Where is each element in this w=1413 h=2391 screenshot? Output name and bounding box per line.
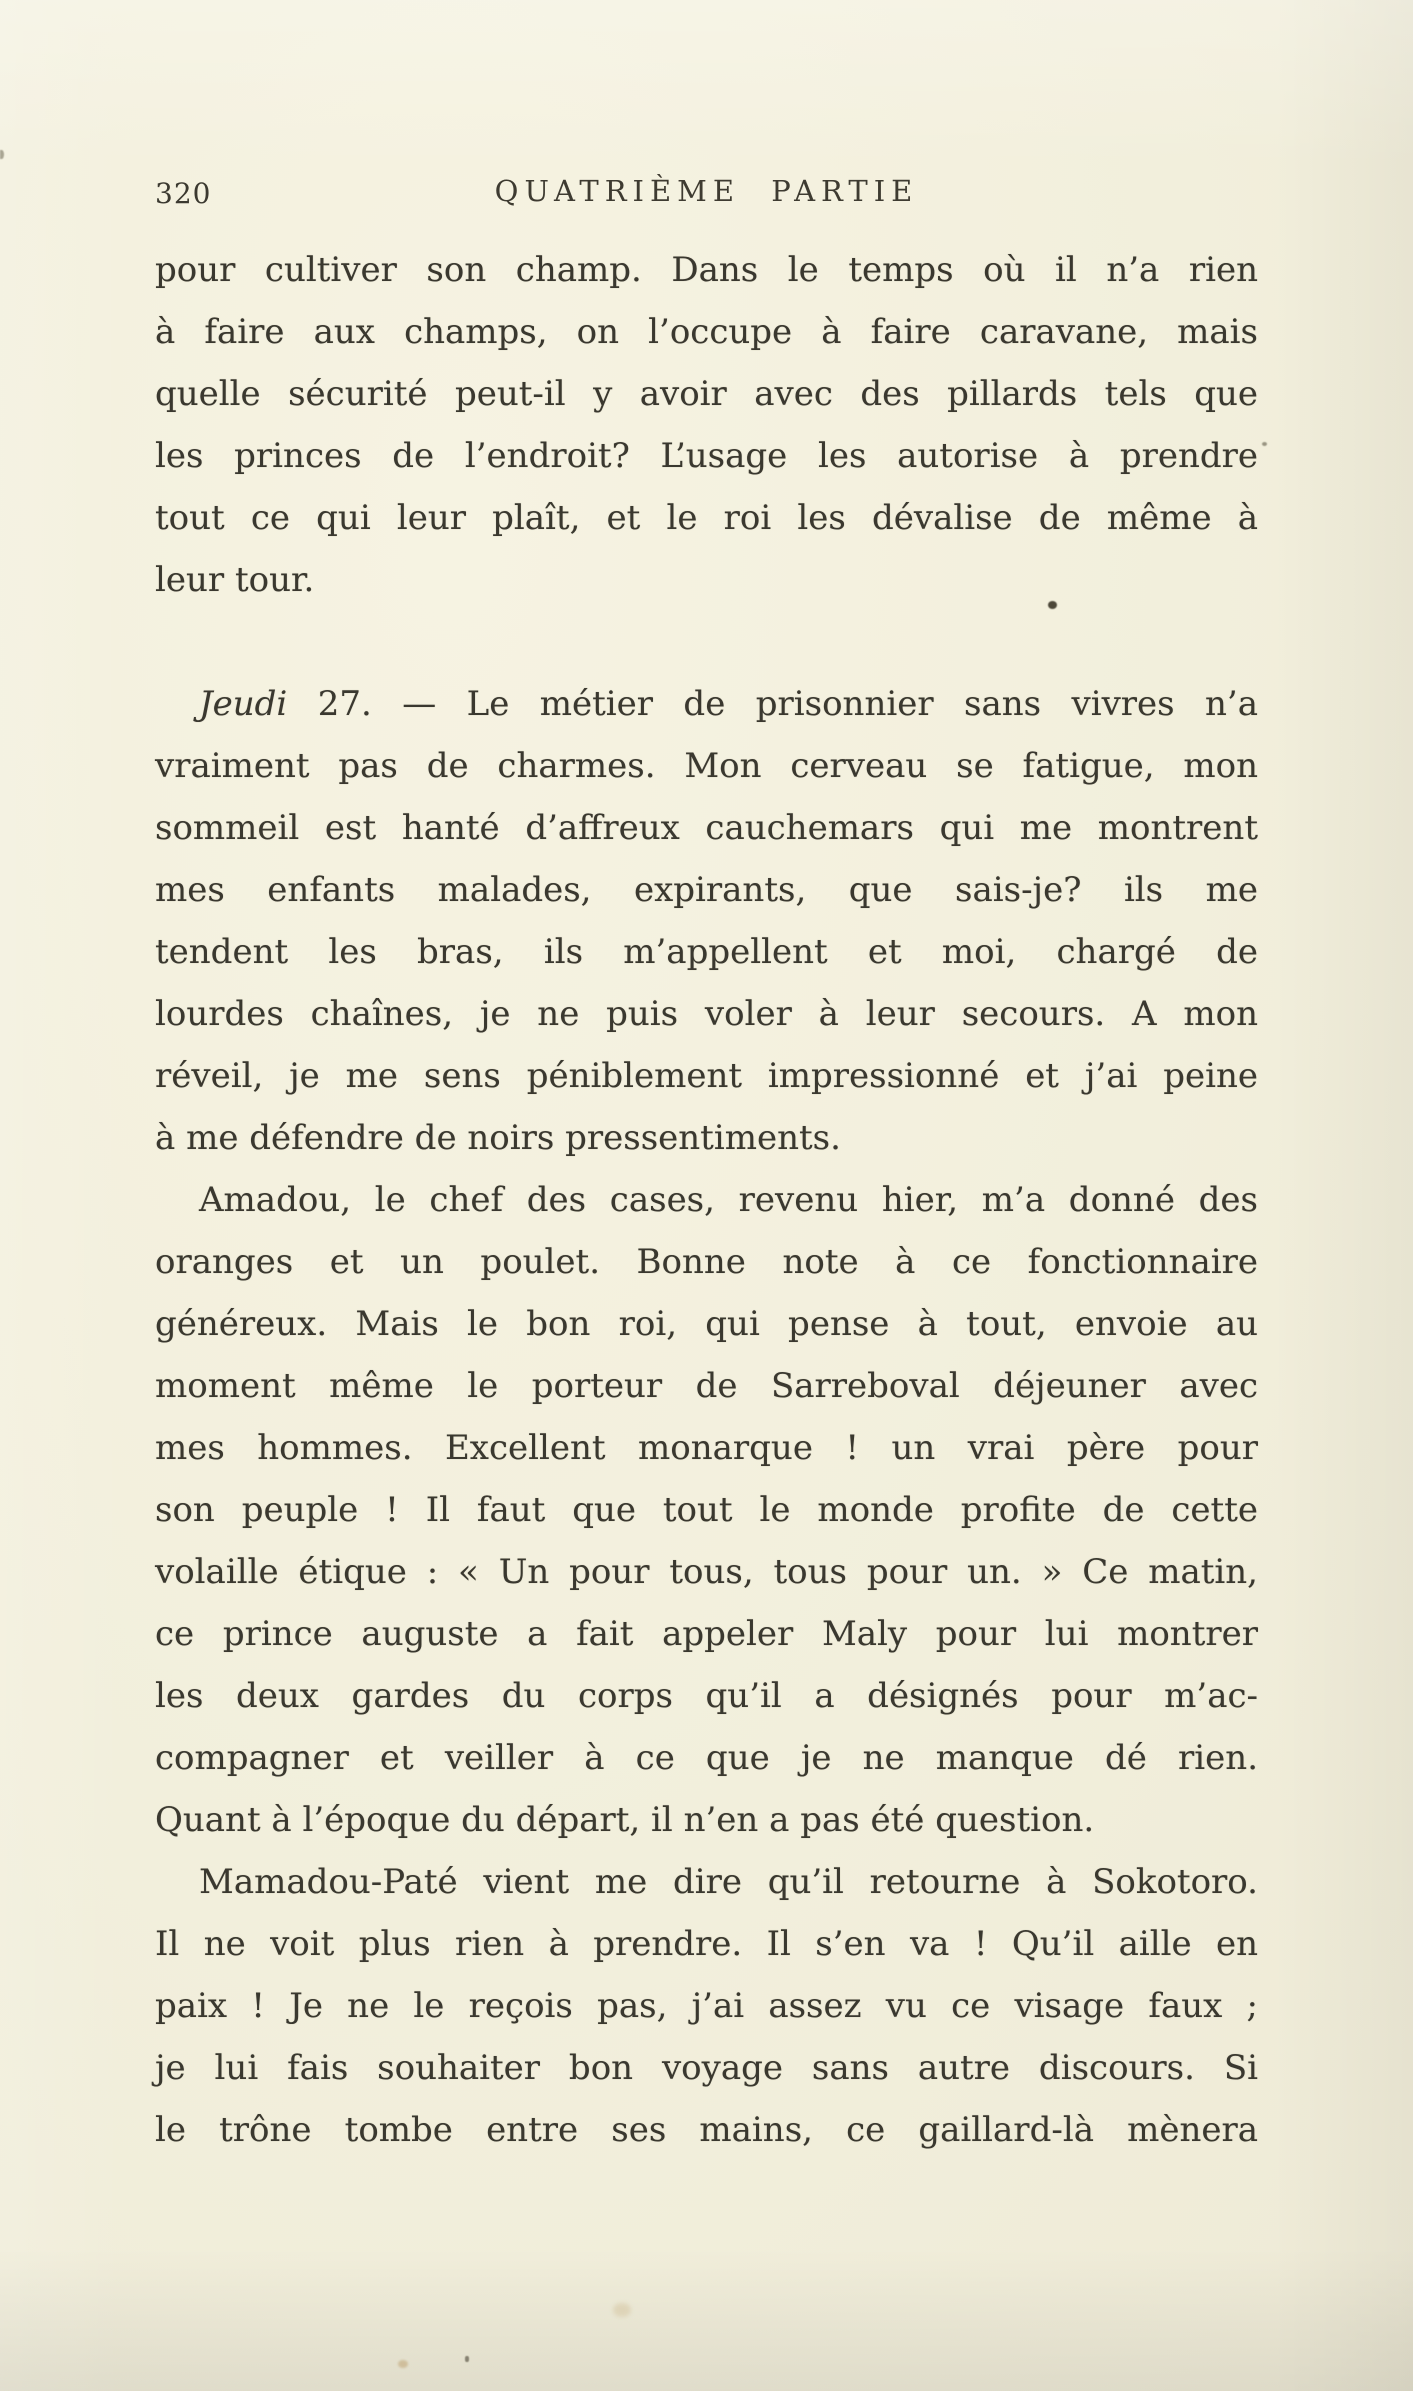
running-title: QUATRIÈME PARTIE [494, 174, 919, 208]
text-line: généreux. Mais le bon roi, qui pense à tout, envoie au [155, 1304, 1258, 1344]
text-line: tendent les bras, ils m’appellent et moi, chargé de [155, 932, 1258, 972]
text-line: quelle sécurité peut-il y avoir avec des pillards tels que [155, 374, 1258, 414]
small-speck [1262, 442, 1267, 446]
text-line: Quant à l’époque du départ, il n’en a pas été question. [155, 1800, 1095, 1840]
text-line: à me défendre de noirs pressentiments. [155, 1118, 841, 1158]
tiny-tick [465, 2356, 469, 2362]
text-line: Il ne voit plus rien à prendre. Il s’en va ! Qu’il aille en [155, 1924, 1258, 1964]
text-line: paix ! Je ne le reçois pas, j’ai assez vu ce visage faux ; [155, 1986, 1258, 2026]
foxing-fleck [398, 2360, 408, 2368]
text-line: à faire aux champs, on l’occupe à faire caravane, mais [155, 312, 1258, 352]
text-line: les princes de l’endroit? L’usage les autorise à prendre [155, 436, 1258, 476]
paper-smudge [613, 2303, 631, 2317]
text-line: pour cultiver son champ. Dans le temps où il n’a rien [155, 250, 1258, 290]
text-line: ce prince auguste a fait appeler Maly pour lui montrer [155, 1614, 1258, 1654]
text-line: vraiment pas de charmes. Mon cerveau se fatigue, mon [155, 746, 1258, 786]
text-line: oranges et un poulet. Bonne note à ce fonctionnaire [155, 1242, 1258, 1282]
text-line: lourdes chaînes, je ne puis voler à leur secours. A mon [155, 994, 1258, 1034]
italic-date-lead: Jeudi [199, 684, 288, 724]
page-body [155, 239, 1258, 2161]
text-line: Mamadou-Paté vient me dire qu’il retourne à Sokotoro. [199, 1862, 1258, 1902]
text-line: Jeudi 27. — Le métier de prisonnier sans vivres n’a [199, 684, 1258, 724]
text-line: leur tour. [155, 560, 315, 600]
page-header [0, 174, 1413, 216]
text-line: Amadou, le chef des cases, revenu hier, m’a donné des [199, 1180, 1258, 1220]
text-line: compagner et veiller à ce que je ne manque dé rien. [155, 1738, 1258, 1778]
text-line: tout ce qui leur plaît, et le roi les dévalise de même à [155, 498, 1258, 538]
text-line: réveil, je me sens péniblement impressionné et j’ai peine [155, 1056, 1258, 1096]
text-line: je lui fais souhaiter bon voyage sans autre discours. Si [155, 2048, 1258, 2088]
text-line: mes enfants malades, expirants, que sais-je? ils me [155, 870, 1258, 910]
text-line: volaille étique : « Un pour tous, tous pour un. » Ce matin, [155, 1552, 1258, 1592]
text-line: moment même le porteur de Sarreboval déjeuner avec [155, 1366, 1258, 1406]
ink-dot [1048, 601, 1057, 609]
text-line: son peuple ! Il faut que tout le monde profite de cette [155, 1490, 1258, 1530]
text-line: les deux gardes du corps qu’il a désignés pour m’ac- [155, 1676, 1258, 1716]
text-line: sommeil est hanté d’affreux cauchemars qui me montrent [155, 808, 1258, 848]
text-line: le trône tombe entre ses mains, ce gaillard-là mènera [155, 2110, 1258, 2150]
text-line: mes hommes. Excellent monarque ! un vrai père pour [155, 1428, 1258, 1468]
edge-nick [0, 150, 4, 159]
page-number: 320 [155, 177, 212, 210]
paragraph-gap [155, 611, 1258, 673]
